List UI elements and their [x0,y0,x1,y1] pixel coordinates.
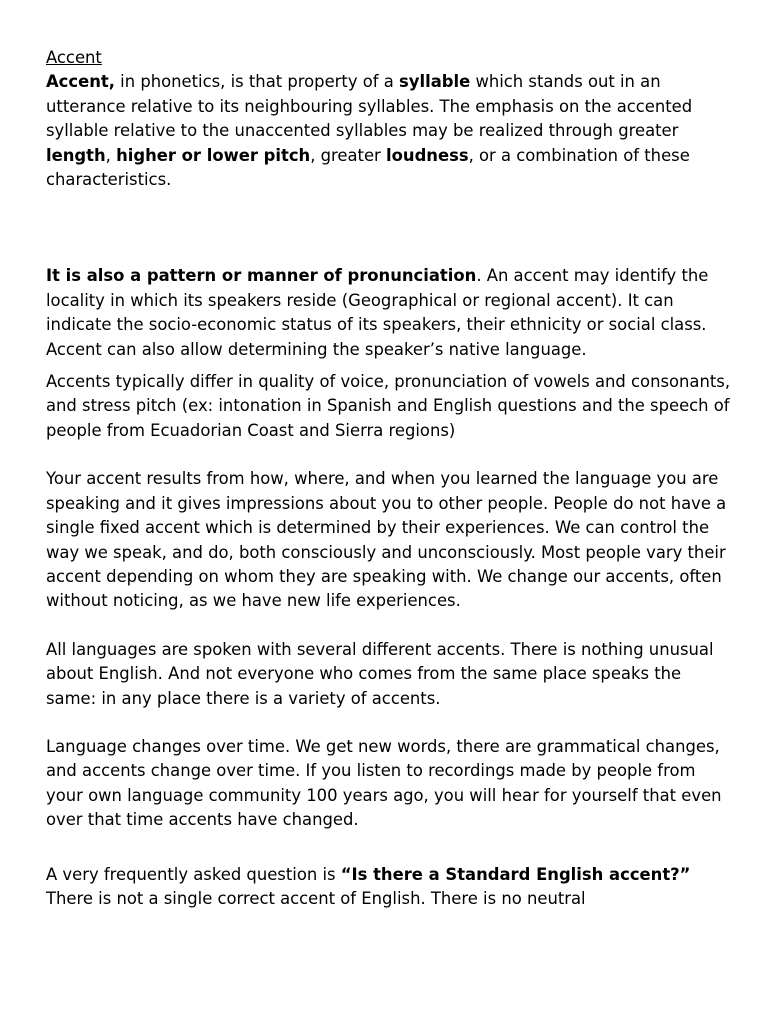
term-length: length [46,145,106,165]
paragraph-your-accent: Your accent results from how, where, and when you learned the language you are speaking and it gives impressions about you to other people. People do not have a single fixed accent which is determined by their experiences. We can control the way we speak, and do, both consciously and unconsciously. Most people vary their accent depending on whom they are speaking with. We change our accents, often without noticing, as we have new life experiences. [46,469,727,611]
paragraph-change: Language changes over time. We get new words, there are grammatical changes, and accents change over time. If you listen to recordings made by people from your own language community 100 years ago, you will hear for yourself that even over that time accents have changed. [46,736,722,830]
document-page [46,46,736,911]
term-accent: Accent, [46,72,115,92]
term-pattern: It is also a pattern or manner of pronunciation [46,266,477,286]
term-syllable: syllable [399,72,471,92]
paragraph-pattern: It is also a pattern or manner of pronunciation. An accent may identify the locality in which its speakers reside (Geographical or regional accent). It can indicate the socio-economic status of its speakers, their ethnicity or social class. Accent can also allow determining the speaker’s native language. [46,266,709,359]
term-loudness: loudness [386,145,469,165]
paragraph-differences: Accents typically differ in quality of voice, pronunciation of vowels and consonants, and stress pitch (ex: intonation in Spanish and English questions and the speech of people from Ecuadorian Coast and Sierra regions) [46,372,731,440]
term-standard-english-question: “Is there a Standard English accent?” [340,864,691,884]
paragraph-languages: All languages are spoken with several different accents. There is nothing unusual about English. And not everyone who comes from the same place speaks the same: in any place there is a variety of accents. [46,639,714,708]
term-pitch: higher or lower pitch [116,145,311,165]
document-heading: Accent [46,48,102,67]
paragraph-standard-english: A very frequently asked question is “Is there a Standard English accent?” There is not a single correct accent of English. There is no neutral [46,864,691,908]
paragraph-definition: Accent, in phonetics, is that property of a syllable which stands out in an utterance relative to its neighbouring syllables. The emphasis on the accented syllable relative to the unaccented syllables may be realized through greater length, higher or lower pitch, greater loudness, or a combination of these characteristics. [46,72,693,190]
